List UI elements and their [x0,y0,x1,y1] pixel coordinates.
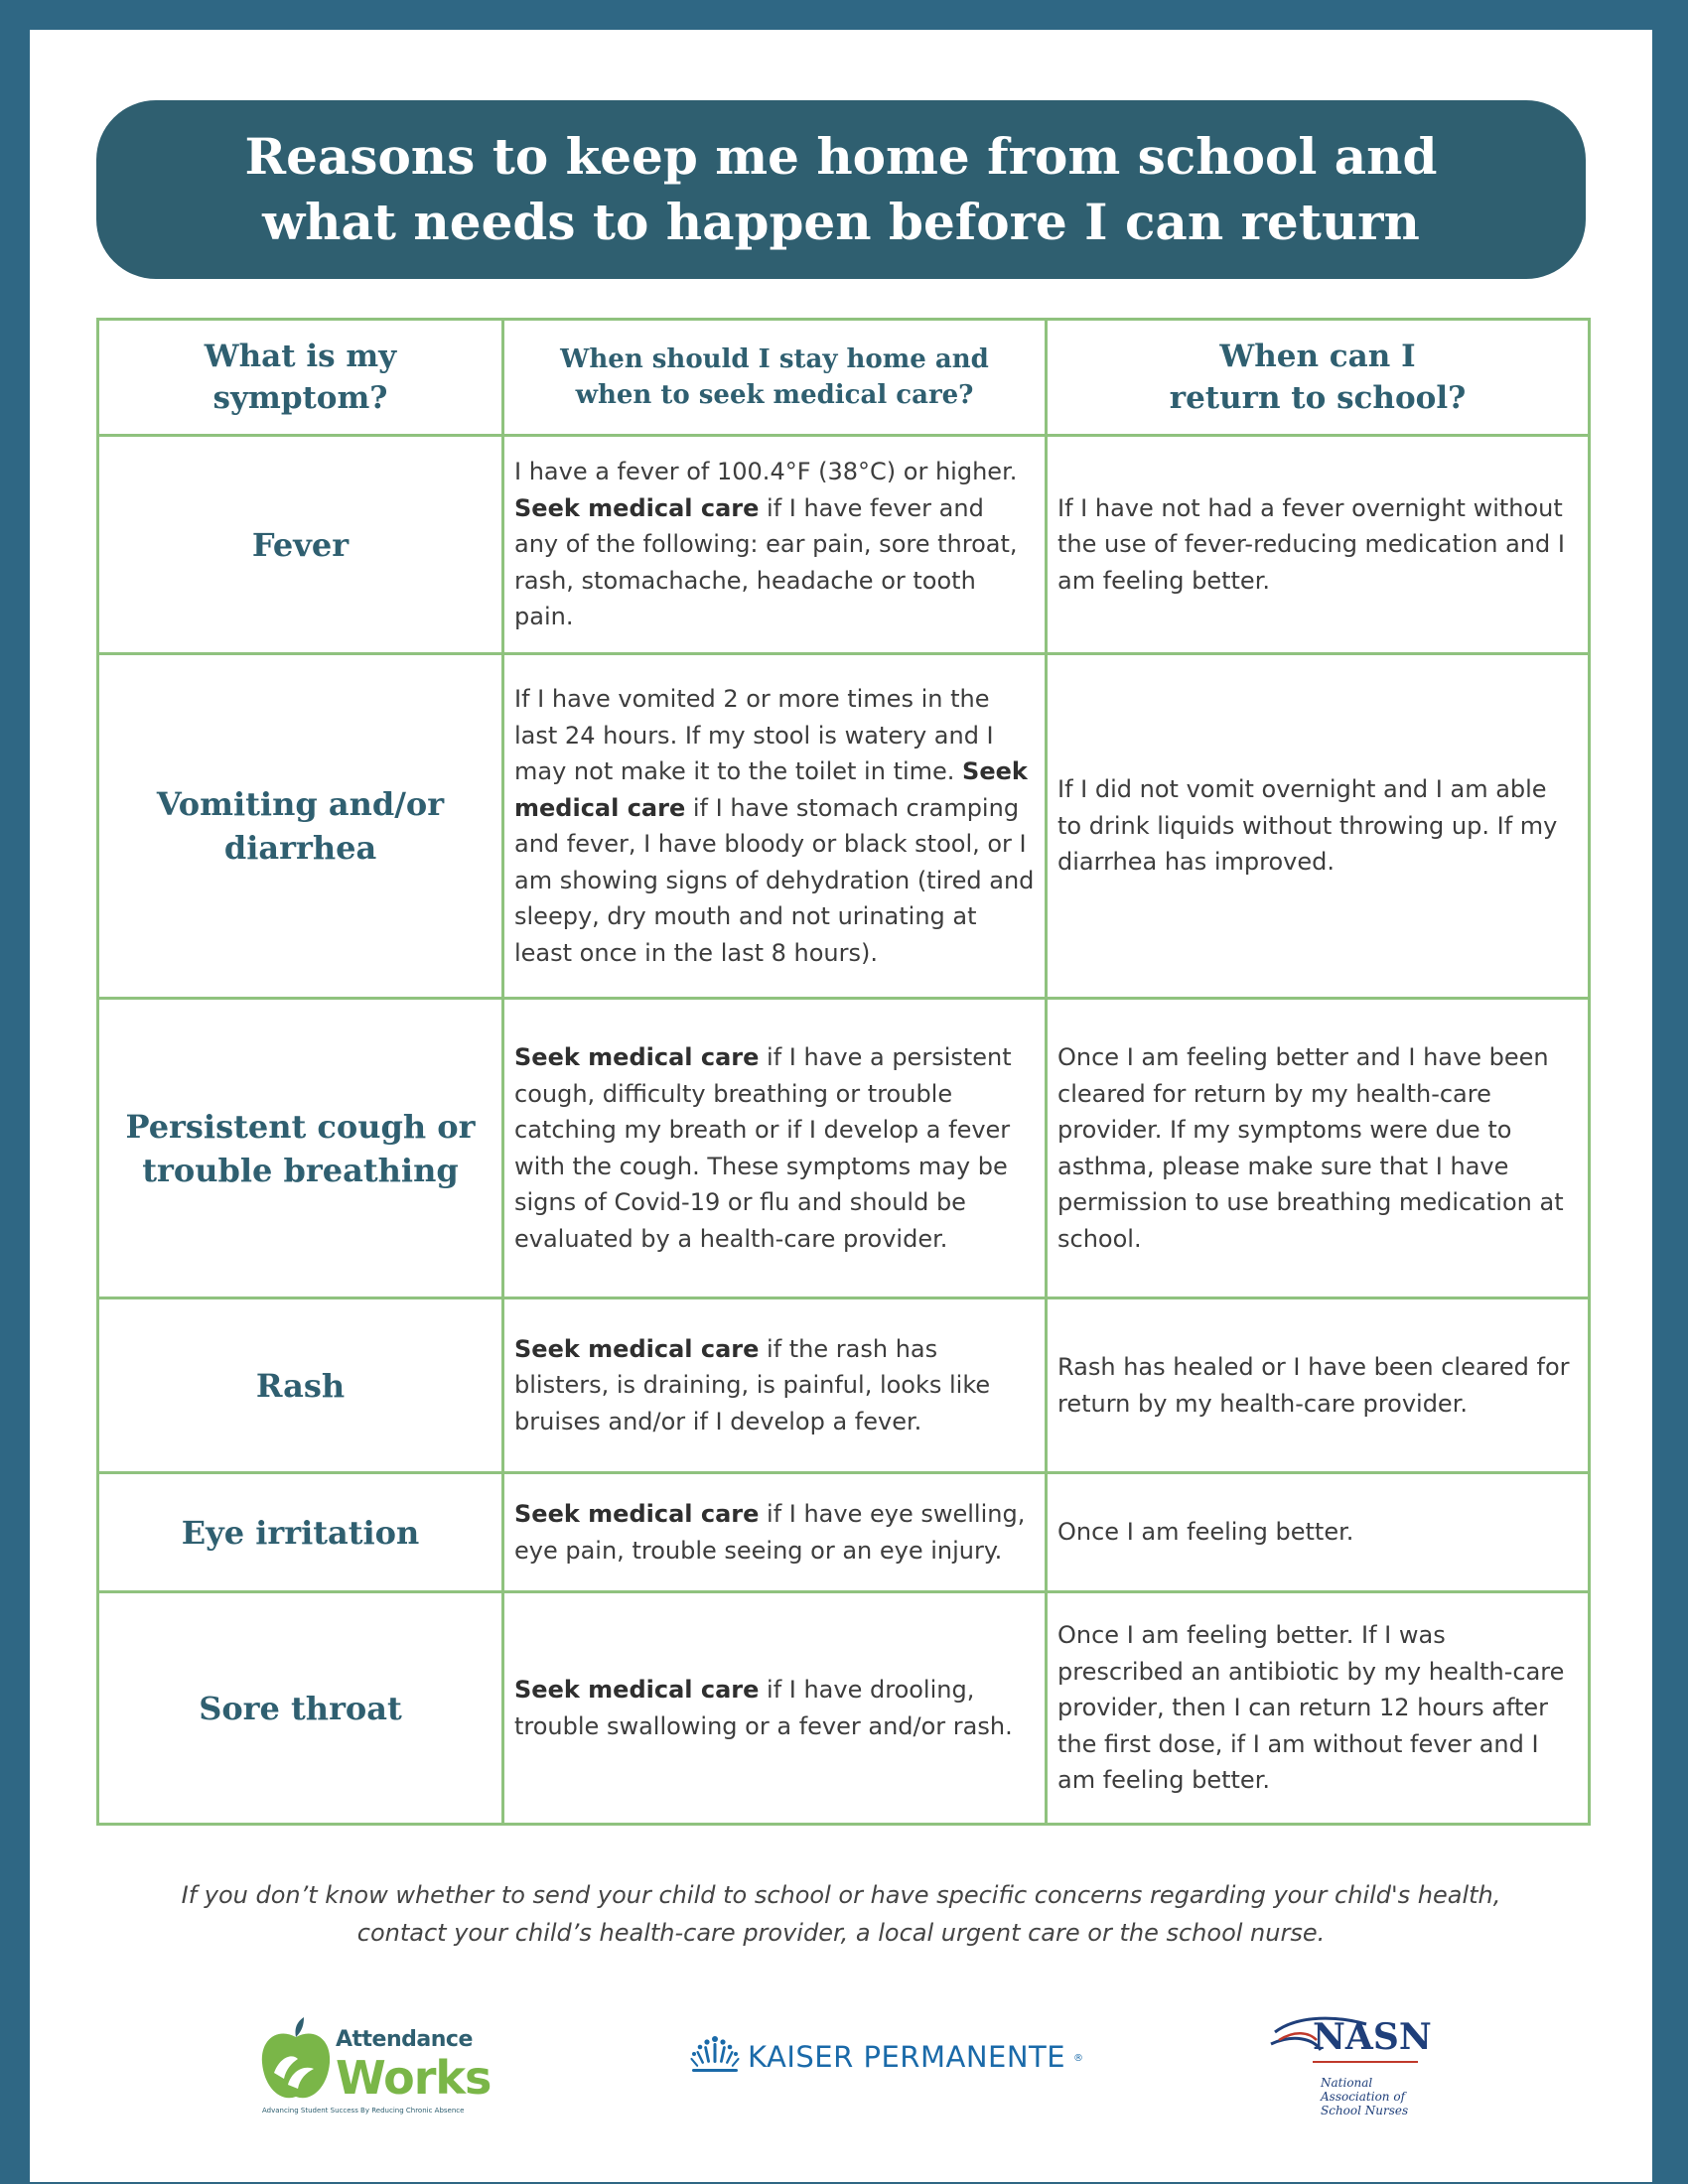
attendance-works-word-1: Attendance [336,2027,473,2052]
footer-note: If you don’t know whether to send your child to school or have specific concerns regarding your child's health, contact your child’s health-care provider, a local urgent care or the school nurse. [181,1881,1501,1947]
apple-hands-icon [258,2015,334,2105]
symptom-cell: Fever [98,436,503,654]
header-when-return: When can I return to school? [1047,320,1590,436]
table-row-sore-throat [98,1592,1590,1825]
symptom-cell: Sore throat [98,1592,503,1825]
stay-home-cell: Seek medical care if I have drooling, trouble swallowing or a fever and/or rash. [503,1592,1047,1825]
nasn-subtitle: National Association of School Nurses [1321,2076,1409,2117]
title-line-2: what needs to happen before I can return [262,193,1420,251]
return-cell: Once I am feeling better. [1047,1473,1590,1592]
return-cell: If I did not vomit overnight and I am able to drink liquids without throwing up. If my diarrhea has improved. [1047,654,1590,999]
header-symptom: What is my symptom? [98,320,503,436]
table-row-fever [98,436,1590,654]
table-row-rash [98,1298,1590,1473]
return-cell: Rash has healed or I have been cleared for return by my health-care provider. [1047,1298,1590,1473]
title-line-1: Reasons to keep me home from school and [244,127,1438,186]
return-cell: If I have not had a fever overnight without the use of fever-reducing medication and I am feeling better. [1047,436,1590,654]
stay-home-cell: I have a fever of 100.4°F (38°C) or higher. Seek medical care if I have fever and any of the following: ear pain, sore throat, rash, stomachache, headache or tooth pain. [503,436,1047,654]
table-row-eye [98,1473,1590,1592]
nasn-logo [1269,2010,1438,2134]
kaiser-permanente-name: KAISER PERMANENTE [748,2040,1066,2074]
attendance-works-logo [258,2015,556,2124]
nasn-name: NASN [1313,2016,1432,2058]
table-row-cough [98,999,1590,1298]
kaiser-registered-mark: ® [1073,2053,1083,2064]
return-cell: Once I am feeling better and I have been cleared for return by my health-care provider. If my symptoms were due to asthma, please make sure that I have permission to use breathing medication at school. [1047,999,1590,1298]
symptom-cell: Vomiting and/or diarrhea [98,654,503,999]
stay-home-cell: If I have vomited 2 or more times in the last 24 hours. If my stool is watery and I may not make it to the toilet in time. Seek medical care if I have stomach cramping and fever, I have bloody or black stool, or I am showing signs of dehydration (tired and sleepy, dry mouth and not urinating at least once in the last 8 hours). [503,654,1047,999]
attendance-works-tagline: Advancing Student Success By Reducing Chronic Absence [262,2107,465,2115]
symptom-cell: Eye irritation [98,1473,503,1592]
flyer-page [30,30,1652,2182]
table-header-row [98,320,1590,436]
symptom-cell: Rash [98,1298,503,1473]
stay-home-cell: Seek medical care if I have a persistent cough, difficulty breathing or trouble catching my breath or if I develop a fever with the cough. These symptoms may be signs of Covid-19 or flu and should be evaluated by a health-care provider. [503,999,1047,1298]
stay-home-cell: Seek medical care if the rash has blisters, is draining, is painful, looks like bruises and/or if I develop a fever. [503,1298,1047,1473]
return-cell: Once I am feeling better. If I was prescribed an antibiotic by my health-care provider, then I can return 12 hours after the first dose, if I am without fever and I am feeling better. [1047,1592,1590,1825]
title-banner [96,100,1586,279]
table-row-vomiting [98,654,1590,999]
kaiser-people-icon [690,2031,740,2081]
header-when-home: When should I stay home and when to seek medical care? [503,320,1047,436]
symptom-cell: Persistent cough or trouble breathing [98,999,503,1298]
attendance-works-word-2: Works [336,2051,492,2105]
kaiser-permanente-logo [690,2025,1107,2085]
symptom-table [96,318,1591,1826]
stay-home-cell: Seek medical care if I have eye swelling, eye pain, trouble seeing or an eye injury. [503,1473,1047,1592]
